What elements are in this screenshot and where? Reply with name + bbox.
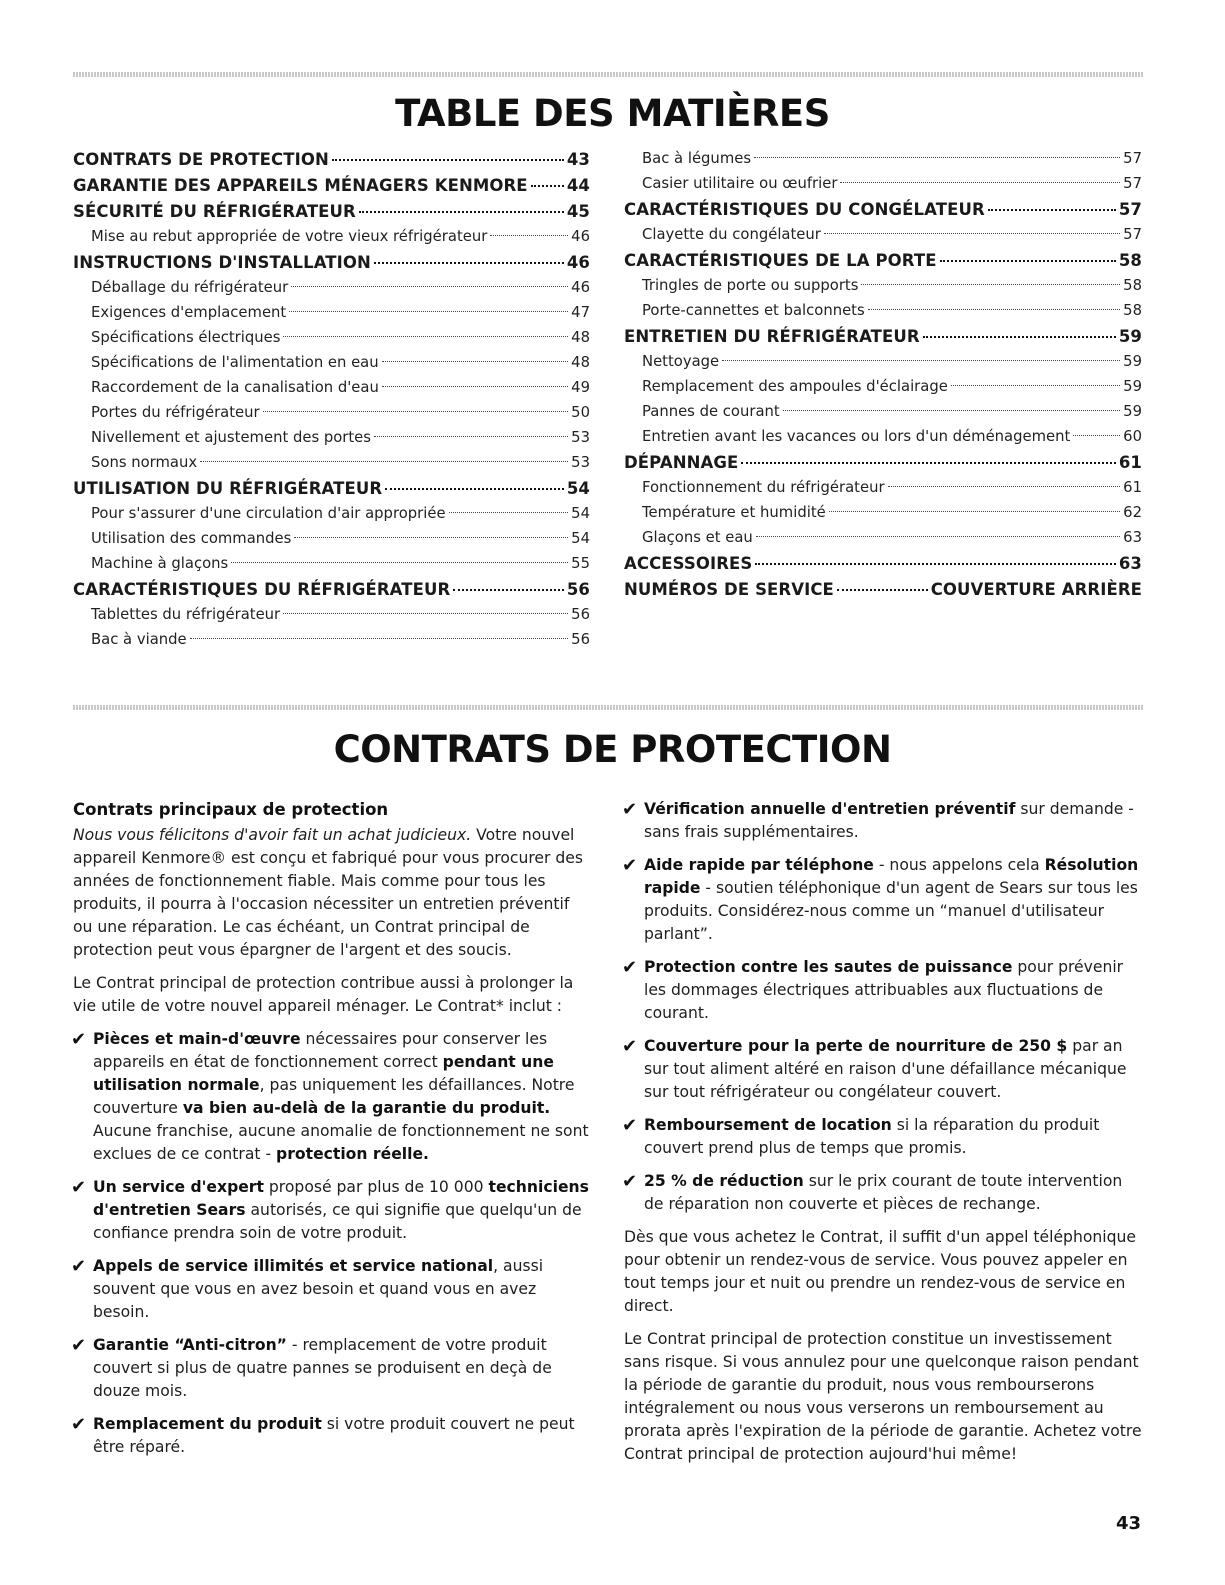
toc-entry-label: Bac à viande [91,631,187,648]
benefit-text: - remplacement de votre produit couvert si plus de quatre pannes se produisent en deçà de douze mois. [93,1336,552,1400]
checkmark-icon: ✔ [71,1414,87,1435]
toc-section-entry [624,550,1142,576]
toc-entry-label: CARACTÉRISTIQUES DE LA PORTE [624,250,937,270]
toc-subsection-entry [73,300,590,325]
toc-entry-label: Tablettes du réfrigérateur [91,606,281,623]
toc-subsection-entry [73,602,590,627]
benefit-text: nécessaires pour conserver les appareils en état de fonctionnement correct [93,1030,548,1071]
toc-entry-page: 60 [1123,428,1142,445]
dot-leader [332,146,564,161]
benefit-highlight: Vérification annuelle d'entretien préventif [644,800,1016,818]
toc-entry-page: 62 [1123,504,1142,521]
toc-entry-page: 59 [1123,378,1142,395]
benefit-item [624,1035,1144,1104]
toc-subsection-entry [624,424,1142,449]
benefit-text: - soutien téléphonique d'un agent de Sears sur tous les produits. Considérez-nous comme un “manuel d'utilisateur parlant”. [644,879,1138,943]
dot-leader [840,171,1120,183]
toc-entry-label: GARANTIE DES APPAREILS MÉNAGERS KENMORE [73,175,528,195]
toc-entry-label: Tringles de porte ou supports [642,277,859,294]
checkmark-icon: ✔ [622,799,638,820]
benefit-item [624,1114,1144,1160]
toc-section-entry [73,475,590,501]
toc-entry-page: 61 [1123,479,1142,496]
toc-entry-page: COUVERTURE ARRIÈRE [930,579,1142,599]
toc-subsection-entry [624,500,1142,525]
toc-section-entry [73,172,590,198]
toc-entry-page: 48 [571,354,590,371]
benefit-highlight: Protection contre les sautes de puissance [644,958,1013,976]
toc-entry-page: 57 [1123,150,1142,167]
benefit-highlight: Remplacement du produit [93,1415,322,1433]
dot-leader [190,627,569,639]
toc-entry-page: 59 [1118,326,1142,346]
benefit-item [73,1413,589,1459]
dot-leader [385,475,564,490]
toc-entry-label: Entretien avant les vacances ou lors d'un déménagement [642,428,1071,445]
dot-leader [263,400,569,412]
contract-includes-paragraph: Le Contrat principal de protection contribue aussi à prolonger la vie utile de votre nouvel appareil ménager. Le Contrat* inclut : [73,974,574,1015]
toc-entry-label: Spécifications de l'alimentation en eau [91,354,379,371]
intro-paragraph [73,824,589,962]
toc-entry-page: 43 [566,149,590,169]
benefit-text: - nous appelons cela [873,856,1045,874]
dot-leader [837,576,928,591]
toc-section-entry [73,576,590,602]
toc-entry-page: 57 [1123,226,1142,243]
middle-divider [73,705,1143,710]
toc-entry-label: Raccordement de la canalisation d'eau [91,379,379,396]
toc-entry-label: Exigences d'emplacement [91,304,287,321]
toc-subsection-entry [73,526,590,551]
toc-subsection-entry [73,501,590,526]
benefit-text: si votre produit couvert ne peut être réparé. [93,1415,575,1456]
benefit-highlight: Pièces et main-d'œuvre [93,1030,301,1048]
intro-text: Votre nouvel appareil Kenmore® est conçu et fabriqué pour vous procurer des années de fonctionnement fiable. Mais comme pour tous les produits, il pourra à l'occasion nécessiter un entretien préventif ou une réparation. Le cas échéant, un Contrat principal de protection peut vous épargner de l'argent et des soucis. [73,826,583,959]
toc-section-entry [624,449,1142,475]
toc-right-column [624,146,1142,602]
toc-subsection-entry [73,450,590,475]
dot-leader [951,374,1120,386]
risk-free-paragraph: Le Contrat principal de protection constitue un investissement sans risque. Si vous annulez pour une quelconque raison pendant la période de garantie du produit, nous vous rembourserons intégralement ou nous vous verserons un remboursement au prorata après l'expiration de la période de garantie. Achetez votre Contrat principal de protection aujourd'hui même! [624,1330,1142,1463]
dot-leader [868,298,1120,310]
protection-right-column [624,798,1144,1476]
dot-leader [783,399,1120,411]
protection-left-column [73,798,589,1469]
dot-leader [824,222,1120,234]
dot-leader [449,501,569,513]
benefit-text: proposé par plus de 10 000 [263,1178,489,1196]
benefit-text: si la réparation du produit couvert prend plus de temps que promis. [644,1116,1100,1157]
toc-entry-label: Porte-cannettes et balconnets [642,302,865,319]
benefit-highlight: Garantie “Anti-citron” [93,1336,287,1354]
toc-entry-page: 44 [566,175,590,195]
toc-subsection-entry [73,325,590,350]
toc-entry-label: UTILISATION DU RÉFRIGÉRATEUR [73,478,383,498]
toc-entry-page: 59 [1123,353,1142,370]
toc-entry-page: 46 [571,228,590,245]
toc-entry-page: 57 [1118,199,1142,219]
page-number: 43 [1115,1513,1141,1534]
benefit-list-left [73,1028,589,1459]
checkmark-icon: ✔ [71,1335,87,1356]
toc-entry-label: Pour s'assurer d'une circulation d'air appropriée [91,505,446,522]
dot-leader [289,300,568,312]
toc-section-entry [624,247,1142,273]
toc-entry-label: CARACTÉRISTIQUES DU CONGÉLATEUR [624,199,985,219]
toc-entry-label: Bac à légumes [642,150,752,167]
benefit-highlight: techniciens d'entretien Sears [93,1178,589,1219]
toc-section-entry [73,249,590,275]
toc-entry-page: 58 [1118,250,1142,270]
benefit-highlight: pendant une utilisation normale [93,1053,554,1094]
top-divider [73,72,1143,77]
dot-leader [490,224,568,236]
appointment-paragraph: Dès que vous achetez le Contrat, il suffit d'un appel téléphonique pour obtenir un rendez-vous de service. Vous pouvez appeler en tout temps jour et nuit ou prendre un rendez-vous de service en direct. [624,1228,1136,1315]
benefit-highlight: Aide rapide par téléphone [644,856,874,874]
toc-section-entry [73,146,590,172]
benefit-item [73,1334,589,1403]
toc-entry-label: Clayette du congélateur [642,226,821,243]
benefit-item [624,956,1144,1025]
checkmark-icon: ✔ [622,1036,638,1057]
toc-entry-label: Sons normaux [91,454,198,471]
toc-entry-page: 50 [571,404,590,421]
benefit-highlight: Couverture pour la perte de nourriture de 250 $ [644,1037,1068,1055]
dot-leader [374,425,568,437]
toc-entry-page: 45 [566,201,590,221]
toc-subsection-entry [73,400,590,425]
toc-section-entry [73,198,590,224]
toc-entry-page: 53 [571,454,590,471]
toc-section-entry [624,576,1142,602]
benefit-text: sur le prix courant de toute intervention de réparation non couverte et pièces de rechange. [644,1172,1123,1213]
toc-entry-page: 54 [571,505,590,522]
toc-entry-label: INSTRUCTIONS D'INSTALLATION [73,252,371,272]
benefit-highlight: protection réelle. [276,1145,429,1163]
toc-subsection-entry [624,146,1142,171]
benefit-item [73,1028,589,1166]
benefit-highlight: Résolution rapide [644,856,1139,897]
benefit-highlight: 25 % de réduction [644,1172,804,1190]
benefit-item [624,854,1144,946]
dot-leader [291,275,568,287]
toc-subsection-entry [624,475,1142,500]
dot-leader [1073,424,1120,436]
dot-leader [755,550,1115,565]
toc-entry-page: 56 [571,606,590,623]
toc-entry-page: 59 [1123,403,1142,420]
toc-subsection-entry [624,399,1142,424]
toc-subsection-entry [73,627,590,652]
toc-subsection-entry [624,273,1142,298]
dot-leader [359,198,564,213]
benefit-highlight: Appels de service illimités et service national [93,1257,494,1275]
dot-leader [888,475,1121,487]
checkmark-icon: ✔ [622,1115,638,1136]
dot-leader [754,146,1120,158]
toc-entry-page: 58 [1123,277,1142,294]
intro-italic: Nous vous félicitons d'avoir fait un achat judicieux. [73,826,472,844]
dot-leader [829,500,1120,512]
toc-entry-label: Mise au rebut appropriée de votre vieux réfrigérateur [91,228,488,245]
toc-entry-label: ACCESSOIRES [624,553,753,573]
toc-entry-label: Nettoyage [642,353,720,370]
toc-subsection-entry [624,525,1142,550]
benefit-list-right [624,798,1144,1216]
checkmark-icon: ✔ [622,855,638,876]
benefit-item [624,798,1144,844]
dot-leader [382,350,569,362]
toc-entry-page: 54 [571,530,590,547]
toc-entry-page: 49 [571,379,590,396]
toc-entry-page: 55 [571,555,590,572]
toc-subsection-entry [624,222,1142,247]
dot-leader [231,551,568,563]
toc-entry-label: SÉCURITÉ DU RÉFRIGÉRATEUR [73,201,356,221]
benefit-text: autorisés, ce qui signifie que quelqu'un de confiance prendra soin de votre produit. [93,1201,582,1242]
toc-subsection-entry [73,224,590,249]
dot-leader [940,247,1116,262]
dot-leader [988,196,1116,211]
toc-entry-label: Glaçons et eau [642,529,753,546]
toc-subsection-entry [73,551,590,576]
toc-entry-page: 58 [1123,302,1142,319]
toc-entry-label: Machine à glaçons [91,555,229,572]
toc-entry-page: 56 [571,631,590,648]
checkmark-icon: ✔ [71,1177,87,1198]
toc-entry-label: Spécifications électriques [91,329,281,346]
benefit-highlight: Un service d'expert [93,1178,264,1196]
dot-leader [200,450,568,462]
toc-entry-label: Fonctionnement du réfrigérateur [642,479,885,496]
toc-entry-label: Pannes de courant [642,403,780,420]
toc-entry-page: 57 [1123,175,1142,192]
dot-leader [453,576,564,591]
toc-subsection-entry [624,349,1142,374]
dot-leader [861,273,1120,285]
toc-entry-page: 46 [566,252,590,272]
toc-entry-label: Déballage du réfrigérateur [91,279,289,296]
toc-entry-label: Remplacement des ampoules d'éclairage [642,378,948,395]
toc-entry-page: 46 [571,279,590,296]
dot-leader [374,249,564,264]
toc-subsection-entry [73,275,590,300]
benefit-text: pour prévenir les dommages électriques attribuables aux fluctuations de courant. [644,958,1124,1022]
toc-entry-label: Casier utilitaire ou œufrier [642,175,838,192]
toc-subsection-entry [73,350,590,375]
toc-entry-label: Utilisation des commandes [91,530,292,547]
protection-title: CONTRATS DE PROTECTION [333,728,892,771]
checkmark-icon: ✔ [71,1256,87,1277]
toc-entry-label: NUMÉROS DE SERVICE [624,579,834,599]
toc-entry-page: 47 [571,304,590,321]
dot-leader [531,172,564,187]
toc-entry-label: DÉPANNAGE [624,452,739,472]
toc-entry-page: 53 [571,429,590,446]
toc-entry-label: Portes du réfrigérateur [91,404,260,421]
toc-entry-label: ENTRETIEN DU RÉFRIGÉRATEUR [624,326,920,346]
toc-subsection-entry [73,425,590,450]
toc-entry-label: Nivellement et ajustement des portes [91,429,371,446]
dot-leader [283,602,568,614]
toc-section-entry [624,196,1142,222]
toc-entry-page: 63 [1123,529,1142,546]
toc-entry-label: Température et humidité [642,504,826,521]
toc-left-column [73,146,590,652]
toc-entry-label: CARACTÉRISTIQUES DU RÉFRIGÉRATEUR [73,579,451,599]
checkmark-icon: ✔ [71,1029,87,1050]
benefit-text: sur demande - sans frais supplémentaires. [644,800,1134,841]
dot-leader [283,325,568,337]
benefit-highlight: Remboursement de location [644,1116,892,1134]
toc-subsection-entry [73,375,590,400]
toc-entry-page: 54 [566,478,590,498]
benefit-highlight: va bien au-delà de la garantie du produit. [182,1099,551,1117]
benefit-item [73,1255,589,1324]
toc-subsection-entry [624,374,1142,399]
toc-section-entry [624,323,1142,349]
checkmark-icon: ✔ [622,957,638,978]
section-heading: Contrats principaux de protection [73,800,389,819]
toc-title: TABLE DES MATIÈRES [395,92,830,135]
benefit-text: , pas uniquement les défaillances. Notre couverture [93,1076,575,1117]
dot-leader [294,526,568,538]
toc-entry-page: 48 [571,329,590,346]
toc-entry-label: CONTRATS DE PROTECTION [73,149,329,169]
benefit-text: Aucune franchise, aucune anomalie de fonctionnement ne sont exclues de ce contrat - [93,1122,589,1163]
toc-entry-page: 56 [566,579,590,599]
benefit-item [624,1170,1144,1216]
toc-subsection-entry [624,298,1142,323]
toc-entry-page: 63 [1118,553,1142,573]
benefit-item [73,1176,589,1245]
toc-entry-page: 61 [1118,452,1142,472]
benefit-text: , aussi souvent que vous en avez besoin et quand vous en avez besoin. [93,1257,544,1321]
dot-leader [722,349,1120,361]
dot-leader [741,449,1115,464]
checkmark-icon: ✔ [622,1171,638,1192]
dot-leader [382,375,568,387]
toc-subsection-entry [624,171,1142,196]
benefit-text: par an sur tout aliment altéré en raison d'une défaillance mécanique sur tout réfrigérateur ou congélateur couvert. [644,1037,1127,1101]
dot-leader [923,323,1116,338]
dot-leader [756,525,1120,537]
